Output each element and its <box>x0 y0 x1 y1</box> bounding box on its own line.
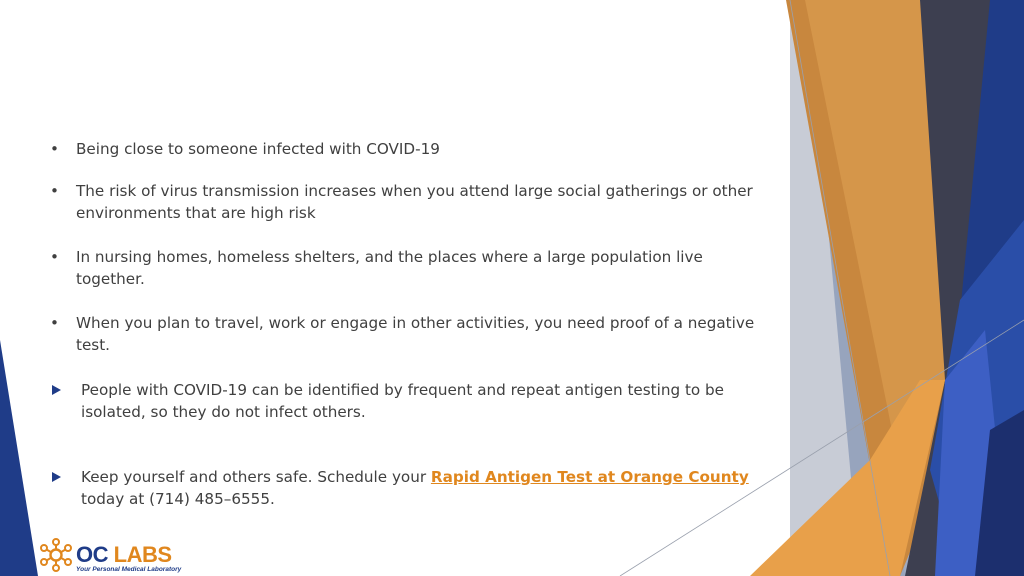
logo-wordmark <box>76 542 172 568</box>
logo-labs: LABS <box>113 542 172 567</box>
rapid-antigen-test-link[interactable]: Rapid Antigen Test at Orange County <box>430 468 749 486</box>
left-blue-sliver <box>0 340 38 576</box>
bullet-dot: • <box>50 314 59 332</box>
logo-tagline: Your Personal Medical Laboratory <box>76 566 182 573</box>
triangle-bullet-icon <box>52 385 61 395</box>
logo-oc: OC <box>76 542 108 567</box>
bullet-dot: • <box>50 248 59 266</box>
cta-text <box>81 466 756 510</box>
bullet-dot: • <box>50 140 59 158</box>
bullet-text: Being close to someone infected with COVID-19 <box>76 140 440 158</box>
bullet-dot: • <box>50 182 59 200</box>
triangle-bullet-icon <box>52 472 61 482</box>
bullet-text: People with COVID-19 can be identified by frequent and repeat antigen testing to be isolated, so they do not infect others. <box>81 381 725 421</box>
cta-text-before: Keep yourself and others safe. Schedule your <box>81 468 431 486</box>
molecule-logo-icon <box>40 538 72 572</box>
bullet-text: When you plan to travel, work or engage in other activities, you need proof of a negative test. <box>76 314 755 354</box>
bullet-text: In nursing homes, homeless shelters, and the places where a large population live together. <box>76 248 703 288</box>
bullet-text: The risk of virus transmission increases when you attend large social gatherings or other environments that are high risk <box>76 182 753 222</box>
cta-text-after: today at (714) 485–6555. <box>81 490 275 508</box>
oc-labs-logo <box>40 538 190 576</box>
